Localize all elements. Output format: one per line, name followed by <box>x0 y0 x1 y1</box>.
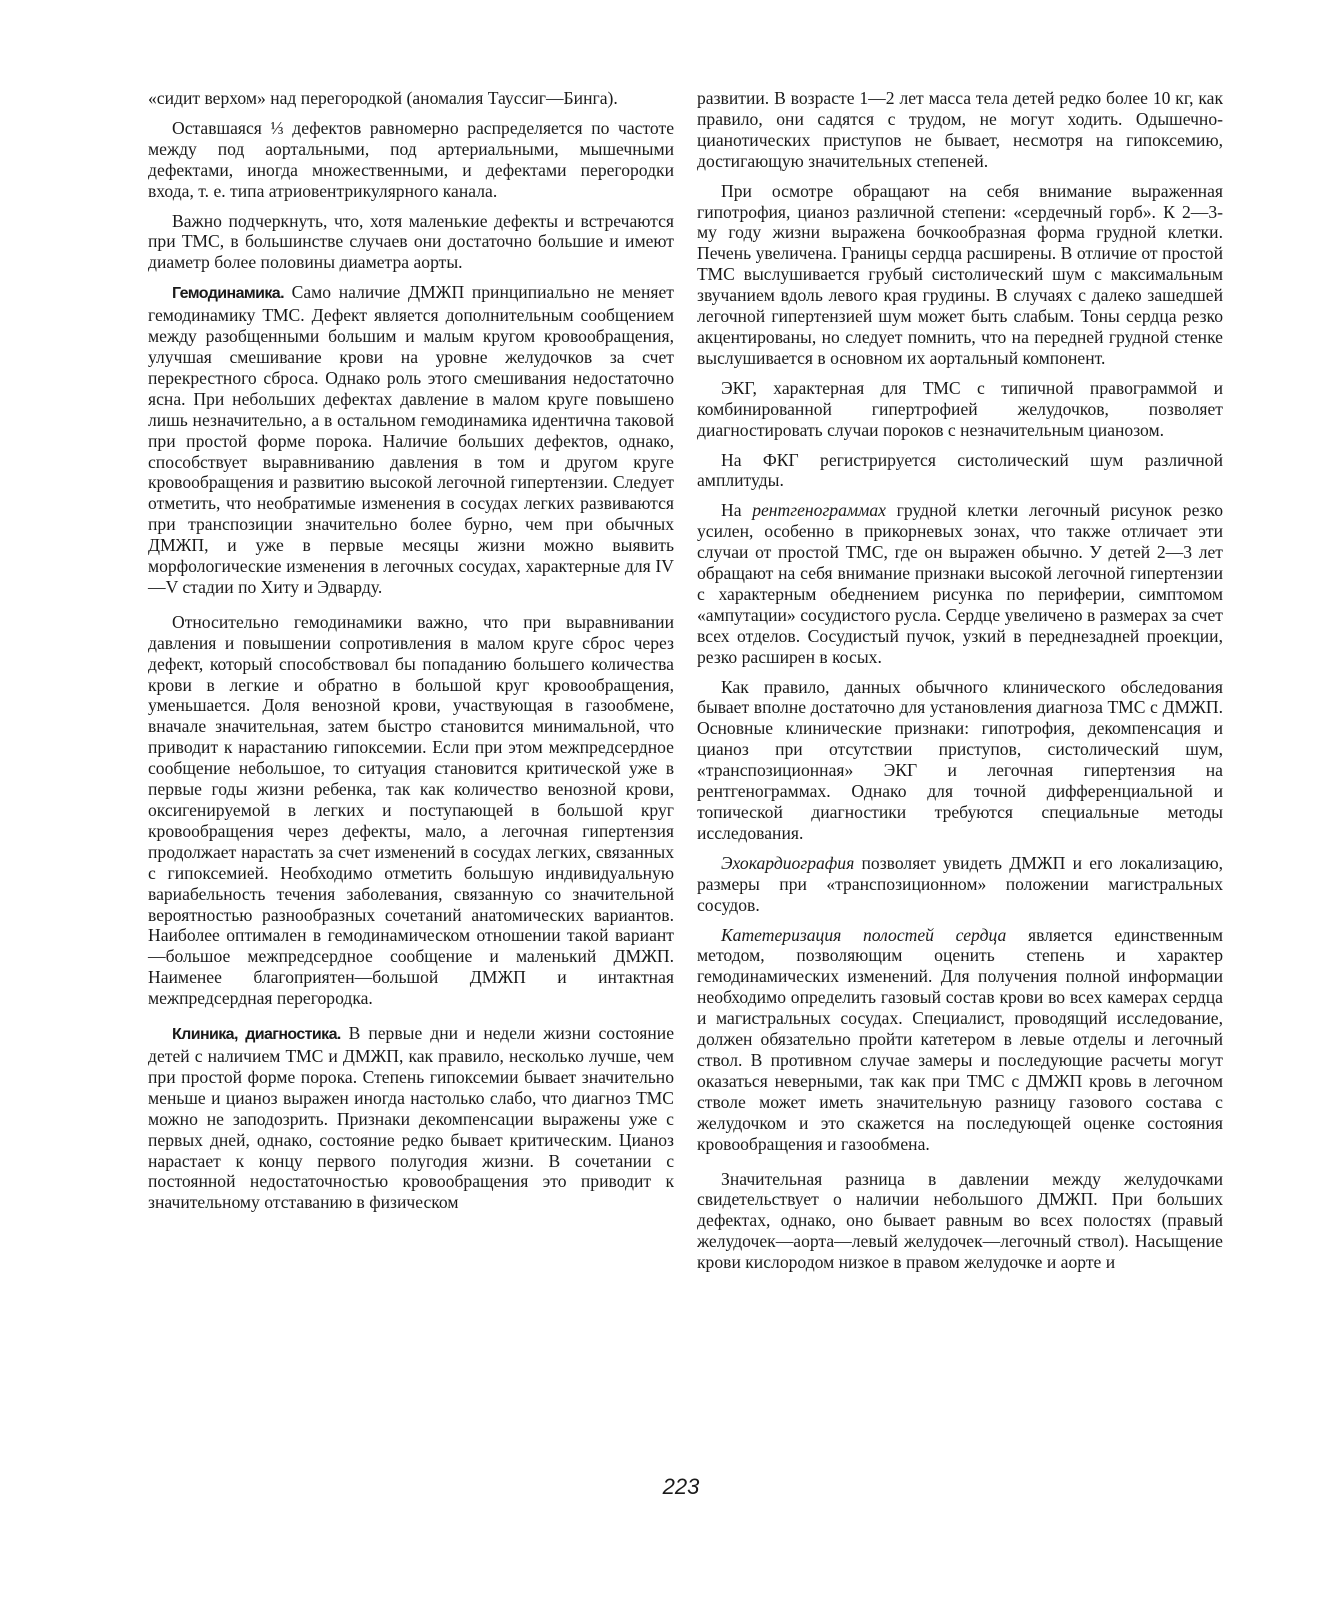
paragraph <box>697 925 1223 1155</box>
paragraph-text: На <box>721 500 753 521</box>
paragraph-text: позволяет увидеть ДМЖП и его локализацию, размеры при «транспозиционном» положении магистральных сосудов. <box>697 852 1223 915</box>
paragraph <box>697 853 1223 916</box>
paragraph: «сидит верхом» над перегородкой (аномалия Тауссиг—Бинга). <box>148 88 618 108</box>
emphasis: рентгенограммах <box>752 500 886 521</box>
paragraph <box>148 282 674 598</box>
emphasis: Эхокардиография <box>721 852 855 873</box>
paragraph-text: грудной клетки легочный рисунок резко усилен, особенно в прикорневых зонах, что также отличает эти случаи от простой ТМС, где он выражен обычно. У детей 2—3 лет обращают на себя внимание признаки высокой легочной гипертензии с характерным обеднением рисунка по периферии, симптомом «ампутации» сосудистого русла. Сердце увеличено в размерах за счет всех отделов. Сосудистый пучок, узкий в переднезадней проекции, резко расширен в косых. <box>697 500 1223 667</box>
run-in-heading: Клиника, диагностика. <box>172 1026 341 1044</box>
paragraph: Важно подчеркнуть, что, хотя маленькие дефекты и встречаются при ТМС, в большинстве случаев они достаточно большие и имеют диаметр более половины диаметра аорты. <box>148 210 674 273</box>
emphasis: Катетеризация полостей сердца <box>721 924 1007 945</box>
paragraph: Оставшаяся ⅓ дефектов равномерно распределяется по частоте между под аортальными, под артериальными, мышечными дефектами, иногда множественными, и дефектами перегородки входа, т. е. типа атриовентрикулярного канала. <box>148 117 674 201</box>
paragraph-text: В первые дни и недели жизни состояние детей с наличием ТМС и ДМЖП, как правило, несколько лучше, чем при простой форме порока. Степень гипоксемии бывает значительно меньше и цианоз выражен иногда настолько слабо, что диагноз ТМС можно не заподозрить. Признаки декомпенсации выражены уже с первых дней, однако, состояние редко бывает критическим. Цианоз нарастает к концу первого полугодия жизни. В сочетании с постоянной недостаточностью кровообращения это приводит к значительному отставанию в физическом <box>148 1023 675 1213</box>
paragraph: Значительная разница в давлении между желудочками свидетельствует о наличии небольшого ДМЖП. При больших дефектах, однако, оно бывает равным во всех полостях (правый желудочек—аорта—левый желудочек—легочный ствол). Насыщение крови кислородом низкое в правом желудочке и аорте и <box>697 1168 1223 1273</box>
paragraph-text: является единственным методом, позволяющим оценить степень и характер гемодинамических изменений. Для получения полной информации необходимо определить газовый состав крови во всех камерах сердца и магистральных сосудах. Специалист, проводящий исследование, должен обязательно пройти катетером в левые отделы и легочный ствол. В противном случае замеры и последующие расчеты могут оказаться неверными, так как при ТМС с ДМЖП кровь в легочном стволе может иметь значительную разницу газового состава с желудочком и это скажется на последующей оценке состояния кровообращения и газообмена. <box>697 924 1223 1154</box>
run-in-heading: Гемодинамика. <box>172 285 284 303</box>
paragraph: Относительно гемодинамики важно, что при выравнивании давления и повышении сопротивления в малом круге сброс через дефект, который способствовал бы попаданию большего количества крови в легкие и обратно в большой круг кровообращения, уменьшается. Доля венозной крови, участвующая в газообмене, вначале значительная, затем быстро становится минимальной, что приводит к нарастанию гипоксемии. Если при этом межпредсердное сообщение небольшое, то ситуация становится критической уже в первые годы жизни ребенка, так как количество венозной крови, оксигенируемой в легких и поступающей в большой круг кровообращения через дефекты, мало, а легочная гипертензия продолжает нарастать за счет изменений в сосудах легких, связанных с гипоксемией. Необходимо отметить большую индивидуальную вариабельность течения заболевания, связанную со значительной вероятностью разнообразных сочетаний анатомических вариантов. Наиболее оптимален в гемодинамическом отношении такой вариант—большое межпредсердное сообщение и маленький ДМЖП. Наименее благоприятен—большой ДМЖП и интактная межпредсердная перегородка. <box>148 611 674 1009</box>
paragraph: ЭКГ, характерная для ТМС с типичной правограммой и комбинированной гипертрофией желудочков, позволяет диагностировать случаи пороков с незначительным цианозом. <box>697 377 1223 440</box>
paragraph <box>697 500 1223 667</box>
paragraph: развитии. В возрасте 1—2 лет масса тела детей редко более 10 кг, как правило, они садятся с трудом, не могут ходить. Одышечно-цианотических приступов не бывает, несмотря на гипоксемию, достигающую значительных степеней. <box>697 88 1223 171</box>
paragraph-text: Само наличие ДМЖП принципиально не меняет гемодинамику ТМС. Дефект является дополнительным сообщением между разобщенными большим и малым кругом кровообращения, улучшая смешивание крови на уровне желудочков за счет перекрестного сброса. Однако роль этого смешивания недостаточно ясна. При небольших дефектах давление в малом круге повышено лишь незначительно, а в остальном гемодинамика идентична таковой при простой форме порока. Наличие больших дефектов, однако, способствует выравниванию давления в том и другом круге кровообращения и развитию высокой легочной гипертензии. Следует отметить, что необратимые изменения в сосудах легких развиваются при транспозиции значительно более бурно, чем при обычных ДМЖП, и уже в первые месяцы жизни можно выявить морфологические изменения в легочных сосудах, характерные для IV—V стадии по Хиту и Эдварду. <box>148 282 674 597</box>
paragraph: Как правило, данных обычного клинического обследования бывает вполне достаточно для установления диагноза ТМС с ДМЖП. Основные клинические признаки: гипотрофия, декомпенсация и цианоз при отсутствии приступов, систолический шум, «транспозиционная» ЭКГ и легочная гипертензия на рентгенограммах. Однако для точной дифференциальной и топической диагностики требуются специальные методы исследования. <box>697 676 1223 843</box>
page-number-footer <box>0 1474 1342 1500</box>
page-number: 223 <box>662 1474 700 1499</box>
left-column <box>148 88 674 1222</box>
paragraph: На ФКГ регистрируется систолический шум различной амплитуды. <box>697 449 1223 491</box>
paragraph: При осмотре обращают на себя внимание выраженная гипотрофия, цианоз различной степени: «сердечный горб». К 2—3-му году жизни выражена бочкообразная форма грудной клетки. Печень увеличена. Границы сердца расширены. В отличие от простой ТМС выслушивается грубый систолический шум с максимальным звучанием вдоль левого края грудины. В случаях с далеко зашедшей легочной гипертензией шум может быть слабым. Тоны сердца резко акцентированы, но следует помнить, что на передней грудной стенке выслушивается в основном их аортальный компонент. <box>697 180 1223 368</box>
right-column <box>697 88 1223 1282</box>
paragraph <box>148 1023 674 1213</box>
